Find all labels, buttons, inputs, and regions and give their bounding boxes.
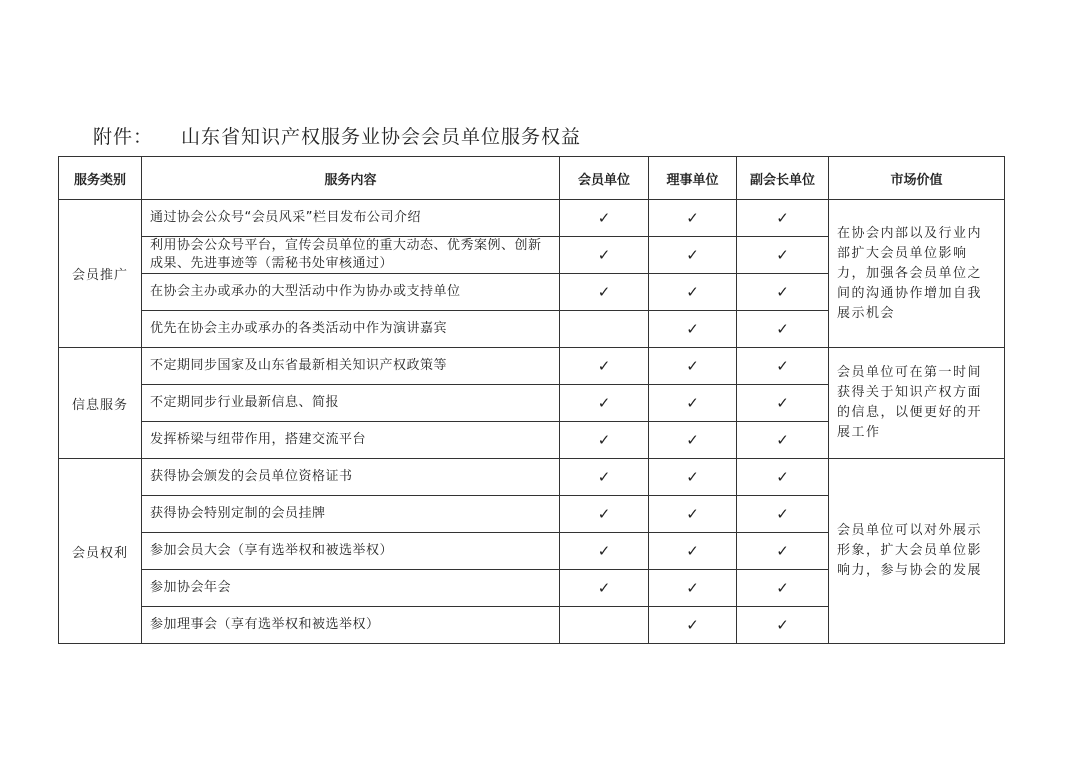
check-mark-icon: ✓ xyxy=(597,246,611,264)
member-check-cell xyxy=(560,311,649,348)
category-cell: 信息服务 xyxy=(59,348,142,459)
header-vice-president: 副会长单位 xyxy=(737,157,829,200)
member-check-cell xyxy=(560,385,649,422)
check-mark-icon: ✓ xyxy=(597,542,611,560)
vice-president-check-cell xyxy=(737,348,829,385)
member-check-cell xyxy=(560,607,649,644)
vice-president-check-cell xyxy=(737,533,829,570)
service-content-cell: 优先在协会主办或承办的各类活动中作为演讲嘉宾 xyxy=(142,311,560,348)
service-content-cell: 通过协会公众号“会员风采”栏目发布公司介绍 xyxy=(142,200,560,237)
header-market-value: 市场价值 xyxy=(829,157,1005,200)
check-mark-icon: ✓ xyxy=(776,283,789,301)
title-text: 山东省知识产权服务业协会会员单位服务权益 xyxy=(181,126,582,148)
check-mark-icon: ✓ xyxy=(597,394,611,412)
vice-president-check-cell xyxy=(737,459,829,496)
check-mark-icon: ✓ xyxy=(597,209,611,227)
service-content-cell: 不定期同步国家及山东省最新相关知识产权政策等 xyxy=(142,348,560,385)
service-content-cell: 参加理事会（享有选举权和被选举权） xyxy=(142,607,560,644)
director-check-cell xyxy=(649,200,737,237)
category-cell: 会员推广 xyxy=(59,200,142,348)
director-check-cell xyxy=(649,496,737,533)
director-check-cell xyxy=(649,422,737,459)
document-title xyxy=(93,122,581,149)
member-check-cell xyxy=(560,533,649,570)
service-content-cell: 发挥桥梁与纽带作用，搭建交流平台 xyxy=(142,422,560,459)
service-content-cell: 获得协会颁发的会员单位资格证书 xyxy=(142,459,560,496)
check-mark-icon: ✓ xyxy=(597,357,611,375)
vice-president-check-cell xyxy=(737,422,829,459)
market-value-cell: 在协会内部以及行业内部扩大会员单位影响力，加强各会员单位之间的沟通协作增加自我展示机会 xyxy=(829,200,1005,348)
director-check-cell xyxy=(649,237,737,274)
table-header-row xyxy=(59,157,1005,200)
table-row xyxy=(59,459,1005,496)
director-check-cell xyxy=(649,385,737,422)
check-mark-icon: ✓ xyxy=(776,431,789,449)
member-check-cell xyxy=(560,570,649,607)
service-content-cell: 参加会员大会（享有选举权和被选举权） xyxy=(142,533,560,570)
header-member: 会员单位 xyxy=(560,157,649,200)
header-category: 服务类别 xyxy=(59,157,142,200)
check-mark-icon: ✓ xyxy=(597,283,611,301)
director-check-cell xyxy=(649,274,737,311)
member-check-cell xyxy=(560,274,649,311)
service-content-cell: 参加协会年会 xyxy=(142,570,560,607)
member-check-cell xyxy=(560,200,649,237)
vice-president-check-cell xyxy=(737,385,829,422)
market-value-cell: 会员单位可以对外展示形象，扩大会员单位影响力，参与协会的发展 xyxy=(829,459,1005,644)
check-mark-icon: ✓ xyxy=(776,209,789,227)
director-check-cell xyxy=(649,459,737,496)
category-cell: 会员权利 xyxy=(59,459,142,644)
service-content-cell: 获得协会特别定制的会员挂牌 xyxy=(142,496,560,533)
check-mark-icon: ✓ xyxy=(686,579,699,597)
check-mark-icon: ✓ xyxy=(686,616,699,634)
vice-president-check-cell xyxy=(737,311,829,348)
vice-president-check-cell xyxy=(737,607,829,644)
check-mark-icon: ✓ xyxy=(686,246,699,264)
check-mark-icon: ✓ xyxy=(776,579,789,597)
check-mark-icon: ✓ xyxy=(776,542,789,560)
check-mark-icon: ✓ xyxy=(686,209,699,227)
check-mark-icon: ✓ xyxy=(597,505,611,523)
service-rights-table xyxy=(58,156,1005,644)
check-mark-icon: ✓ xyxy=(776,394,789,412)
header-content: 服务内容 xyxy=(142,157,560,200)
check-mark-icon: ✓ xyxy=(776,505,789,523)
title-prefix: 附件： xyxy=(93,126,154,148)
check-mark-icon: ✓ xyxy=(686,542,699,560)
check-mark-icon: ✓ xyxy=(776,468,789,486)
table-row xyxy=(59,200,1005,237)
check-mark-icon: ✓ xyxy=(776,246,789,264)
member-check-cell xyxy=(560,348,649,385)
check-mark-icon: ✓ xyxy=(686,468,699,486)
table-body xyxy=(59,200,1005,644)
check-mark-icon: ✓ xyxy=(686,505,699,523)
header-director: 理事单位 xyxy=(649,157,737,200)
service-content-cell: 利用协会公众号平台，宣传会员单位的重大动态、优秀案例、创新成果、先进事迹等（需秘书处审核通过） xyxy=(142,237,560,274)
director-check-cell xyxy=(649,607,737,644)
market-value-cell: 会员单位可在第一时间获得关于知识产权方面的信息，以便更好的开展工作 xyxy=(829,348,1005,459)
check-mark-icon: ✓ xyxy=(686,357,699,375)
check-mark-icon: ✓ xyxy=(686,283,699,301)
service-content-cell: 不定期同步行业最新信息、简报 xyxy=(142,385,560,422)
service-content-cell: 在协会主办或承办的大型活动中作为协办或支持单位 xyxy=(142,274,560,311)
check-mark-icon: ✓ xyxy=(776,616,789,634)
vice-president-check-cell xyxy=(737,274,829,311)
check-mark-icon: ✓ xyxy=(597,431,611,449)
director-check-cell xyxy=(649,570,737,607)
check-mark-icon: ✓ xyxy=(686,320,699,338)
member-check-cell xyxy=(560,422,649,459)
director-check-cell xyxy=(649,311,737,348)
member-check-cell xyxy=(560,237,649,274)
check-mark-icon: ✓ xyxy=(597,579,611,597)
table-row xyxy=(59,348,1005,385)
vice-president-check-cell xyxy=(737,570,829,607)
director-check-cell xyxy=(649,533,737,570)
check-mark-icon: ✓ xyxy=(597,468,611,486)
vice-president-check-cell xyxy=(737,496,829,533)
member-check-cell xyxy=(560,496,649,533)
member-check-cell xyxy=(560,459,649,496)
director-check-cell xyxy=(649,348,737,385)
check-mark-icon: ✓ xyxy=(776,320,789,338)
vice-president-check-cell xyxy=(737,200,829,237)
check-mark-icon: ✓ xyxy=(776,357,789,375)
vice-president-check-cell xyxy=(737,237,829,274)
check-mark-icon: ✓ xyxy=(686,431,699,449)
check-mark-icon: ✓ xyxy=(686,394,699,412)
